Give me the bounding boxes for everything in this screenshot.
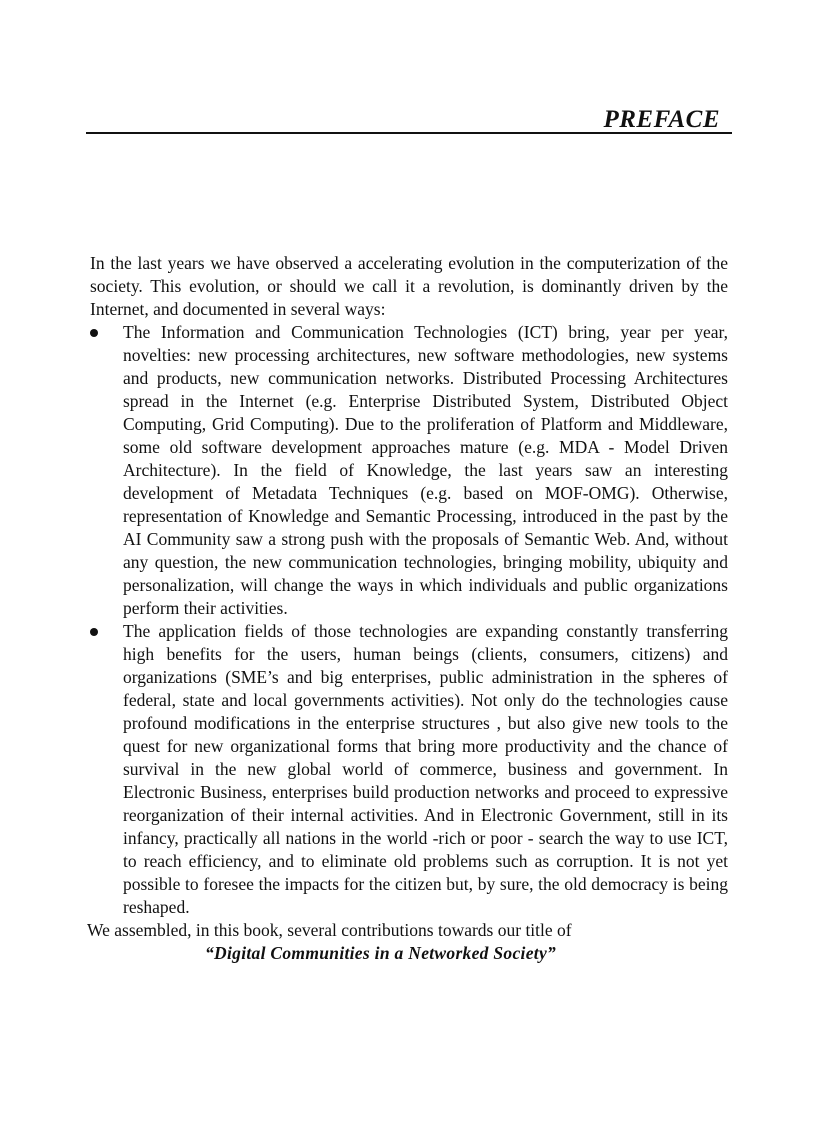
preface-body xyxy=(87,252,728,965)
list-item xyxy=(90,620,728,919)
intro-paragraph: In the last years we have observed a accelerating evolution in the computerization of the society. This evolution, or should we call it a revolution, is dominantly driven by the Internet, and documented in several ways: xyxy=(90,253,728,319)
bullet-list xyxy=(90,321,728,919)
page-title: PREFACE xyxy=(603,106,720,133)
bullet-icon xyxy=(90,628,98,636)
book-title: “Digital Communities in a Networked Society” xyxy=(205,943,557,963)
header-rule xyxy=(86,132,732,134)
bullet-text: The Information and Communication Technologies (ICT) bring, year per year, novelties: new processing architectures, new software methodologies, new systems and products, new communication networks. Distributed Processing Architectures spread in the Internet (e.g. Enterprise Distributed System, Distributed Object Computing, Grid Computing). Due to the proliferation of Platform and Middleware, some old software development approaches mature (e.g. MDA - Model Driven Architecture). In the field of Knowledge, the last years saw an interesting development of Metadata Techniques (e.g. based on MOF-OMG). Otherwise, representation of Knowledge and Semantic Processing, introduced in the past by the AI Community saw a strong push with the proposals of Semantic Web. And, without any question, the new communication technologies, bringing mobility, ubiquity and personalization, will change the ways in which individuals and public organizations perform their activities. xyxy=(123,322,728,618)
list-item xyxy=(90,321,728,620)
closing-sentence: We assembled, in this book, several contributions towards our title of xyxy=(87,920,572,940)
bullet-text: The application fields of those technologies are expanding constantly transferring high benefits for the users, human beings (clients, consumers, citizens) and organizations (SME’s and big enterprises, public administration in the spheres of federal, state and local governments activities). Not only do the technologies cause profound modifications in the enterprise structures , but also give new tools to the quest for new organizational forms that bring more productivity and the chance of survival in the new global world of commerce, business and government. In Electronic Business, enterprises build production networks and proceed to expressive reorganization of their internal activities. And in Electronic Government, still in its infancy, practically all nations in the world -rich or poor - search the way to use ICT, to reach efficiency, and to eliminate old problems such as corruption. It is not yet possible to foresee the impacts for the citizen but, by sure, the old democracy is being reshaped. xyxy=(123,621,728,917)
bullet-icon xyxy=(90,329,98,337)
